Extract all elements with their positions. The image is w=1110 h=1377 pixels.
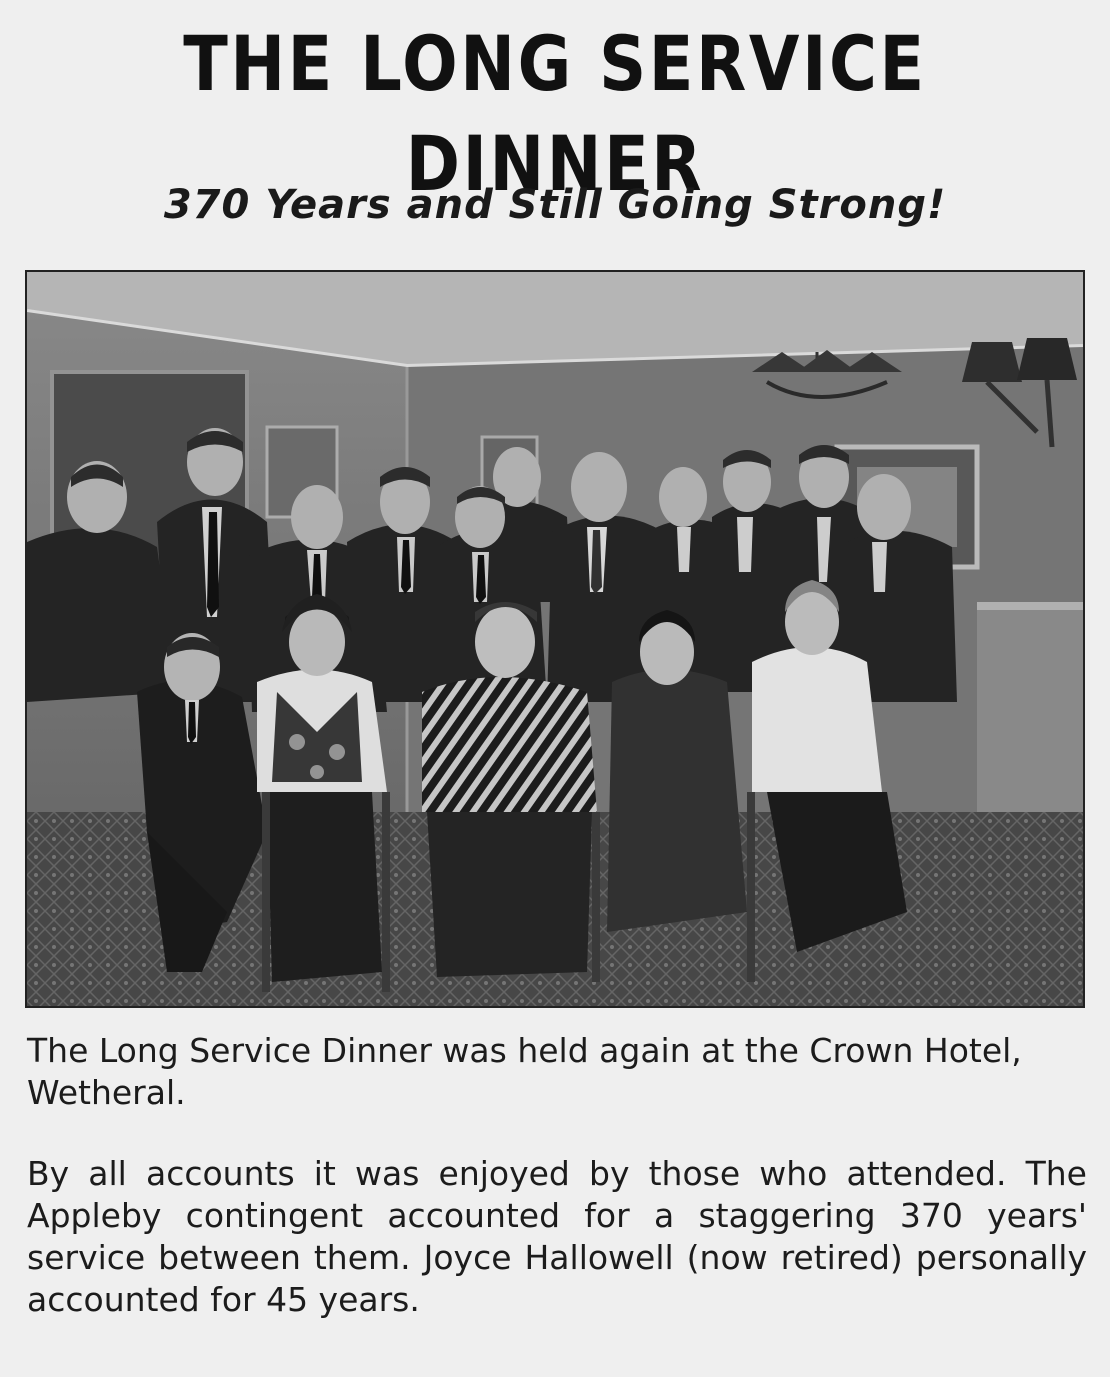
photo-caption: The Long Service Dinner was held again at the Crown Hotel, Wetheral. [27,1031,1022,1112]
group-photograph-illustration [27,272,1083,1006]
article-headline: THE LONG SERVICE DINNER [183,19,927,208]
article-subheadline: 370 Years and Still Going Strong! [163,182,947,228]
group-photograph [25,270,1085,1008]
article-body-paragraph: By all accounts it was enjoyed by those who attended. The Appleby contingent accounted for a staggering 370 years' service between them. Joyce Hallowell (now retired) personally accounted for 45 years. [27,1154,1087,1319]
